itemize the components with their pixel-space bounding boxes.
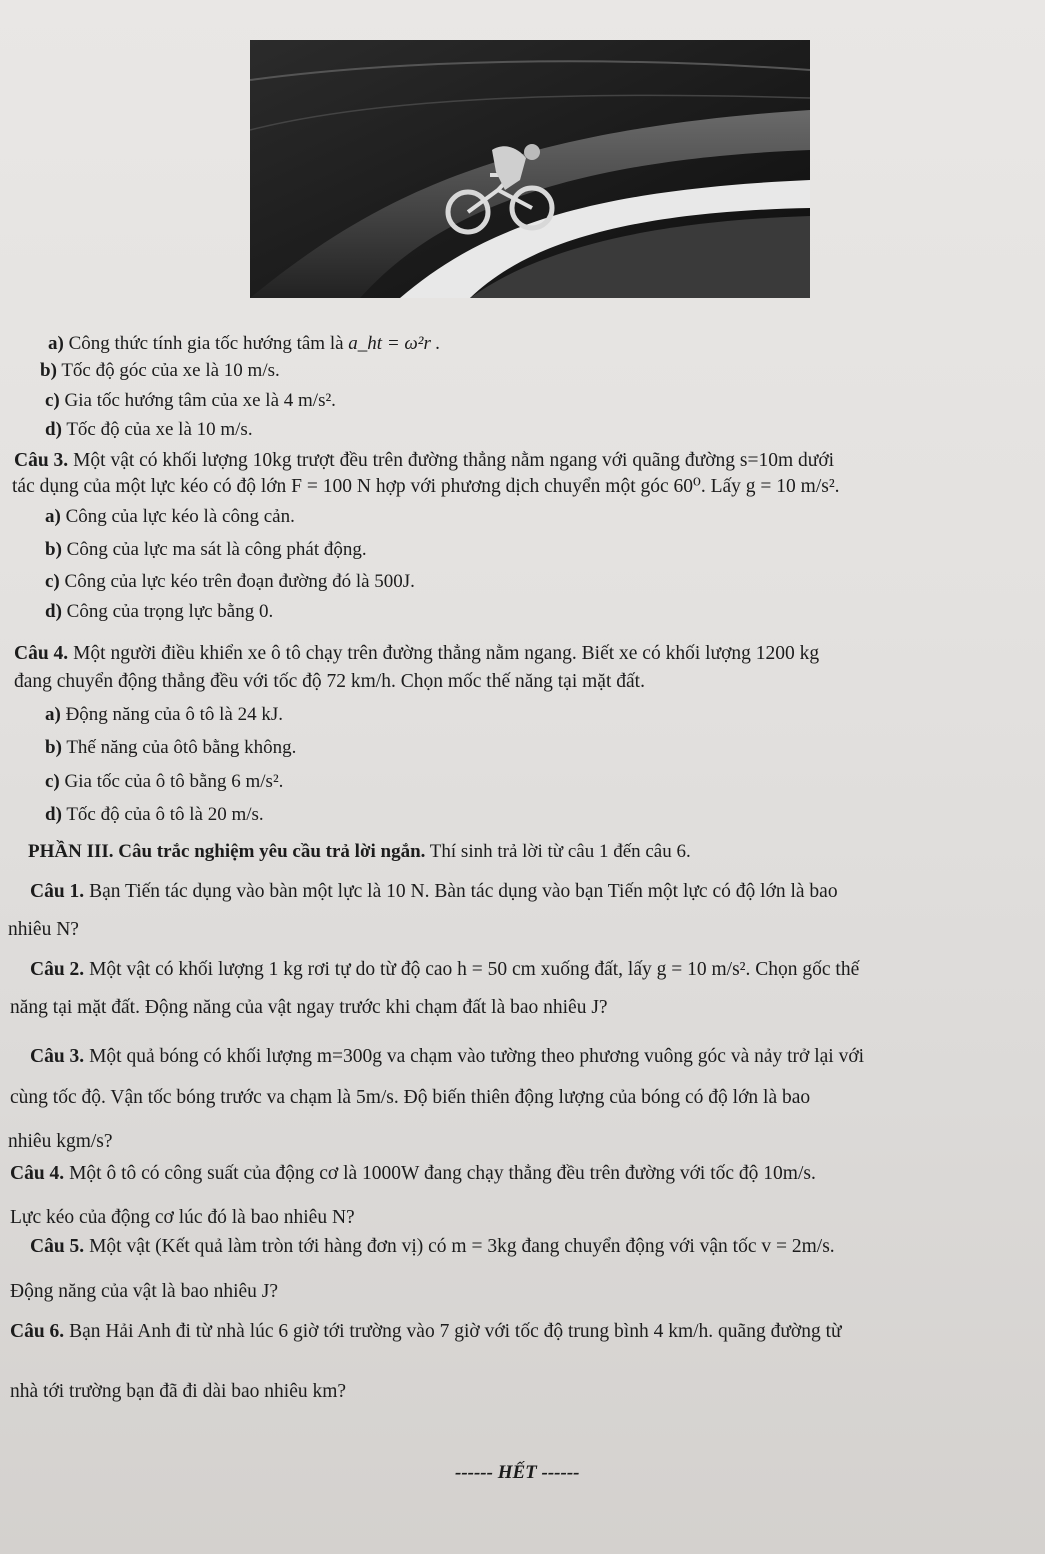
p3-question-4-line-2: Lực kéo của động cơ lúc đó là bao nhiêu N? <box>10 1207 355 1228</box>
question-4-line-2: đang chuyển động thẳng đều với tốc độ 72 km/h. Chọn mốc thế năng tại mặt đất. <box>14 671 645 692</box>
option-c: c) Gia tốc hướng tâm của xe là 4 m/s². <box>45 390 336 411</box>
p3-question-3-line-2: cùng tốc độ. Vận tốc bóng trước va chạm là 5m/s. Độ biến thiên động lượng của bóng có độ lớn là bao <box>10 1087 811 1108</box>
cyclist-velodrome-photo <box>250 40 810 298</box>
question-3-line-2: tác dụng của một lực kéo có độ lớn F = 100 N hợp với phương dịch chuyển một góc 60⁰. Lấy g = 10 m/s². <box>12 476 840 497</box>
q3-option-b: b) Công của lực ma sát là công phát động. <box>45 539 367 560</box>
p3-question-5-line-2: Động năng của vật là bao nhiêu J? <box>10 1281 279 1302</box>
question-4-line-1: Câu 4. Một người điều khiển xe ô tô chạy trên đường thẳng nằm ngang. Biết xe có khối lượng 1200 kg <box>14 643 820 664</box>
q4-option-a: a) Động năng của ô tô là 24 kJ. <box>45 704 283 725</box>
p3-question-1-line-1: Câu 1. Bạn Tiến tác dụng vào bàn một lực là 10 N. Bàn tác dụng vào bạn Tiến một lực có độ lớn là bao <box>30 881 838 902</box>
p3-question-1-line-2: nhiêu N? <box>8 919 79 940</box>
end-marker: ------ HẾT ------ <box>455 1462 580 1483</box>
option-a: a) Công thức tính gia tốc hướng tâm là a_ht = ω²r . <box>48 333 441 354</box>
option-d: d) Tốc độ của xe là 10 m/s. <box>45 419 253 440</box>
part-3-heading: PHẦN III. Câu trắc nghiệm yêu cầu trả lời ngắn. Thí sinh trả lời từ câu 1 đến câu 6. <box>28 841 691 862</box>
option-b: b) Tốc độ góc của xe là 10 m/s. <box>40 360 280 381</box>
q4-option-c: c) Gia tốc của ô tô bằng 6 m/s². <box>45 771 284 792</box>
q4-option-b: b) Thế năng của ôtô bằng không. <box>45 737 297 758</box>
p3-question-5-line-1: Câu 5. Một vật (Kết quả làm tròn tới hàng đơn vị) có m = 3kg đang chuyển động với vận tốc v = 2m/s. <box>30 1236 835 1257</box>
q4-option-d: d) Tốc độ của ô tô là 20 m/s. <box>45 804 264 825</box>
question-3-line-1: Câu 3. Một vật có khối lượng 10kg trượt đều trên đường thẳng nằm ngang với quãng đường s=10m dưới <box>14 450 835 471</box>
p3-question-6-line-1: Câu 6. Bạn Hải Anh đi từ nhà lúc 6 giờ tới trường vào 7 giờ với tốc độ trung bình 4 km/h. quãng đường từ <box>10 1321 842 1342</box>
p3-question-6-line-2: nhà tới trường bạn đã đi dài bao nhiêu km? <box>10 1381 347 1402</box>
p3-question-2-line-2: năng tại mặt đất. Động năng của vật ngay trước khi chạm đất là bao nhiêu J? <box>10 997 608 1018</box>
p3-question-3-line-3: nhiêu kgm/s? <box>8 1131 113 1152</box>
q3-option-c: c) Công của lực kéo trên đoạn đường đó là 500J. <box>45 571 415 592</box>
p3-question-2-line-1: Câu 2. Một vật có khối lượng 1 kg rơi tự do từ độ cao h = 50 cm xuống đất, lấy g = 10 m/s². Chọn gốc thế <box>30 959 860 980</box>
p3-question-4-line-1: Câu 4. Một ô tô có công suất của động cơ là 1000W đang chạy thẳng đều trên đường với tốc độ 10m/s. <box>10 1163 816 1184</box>
p3-question-3-line-1: Câu 3. Một quả bóng có khối lượng m=300g va chạm vào tường theo phương vuông góc và nảy trở lại với <box>30 1046 865 1067</box>
q3-option-a: a) Công của lực kéo là công cản. <box>45 506 295 527</box>
q3-option-d: d) Công của trọng lực bằng 0. <box>45 601 274 622</box>
